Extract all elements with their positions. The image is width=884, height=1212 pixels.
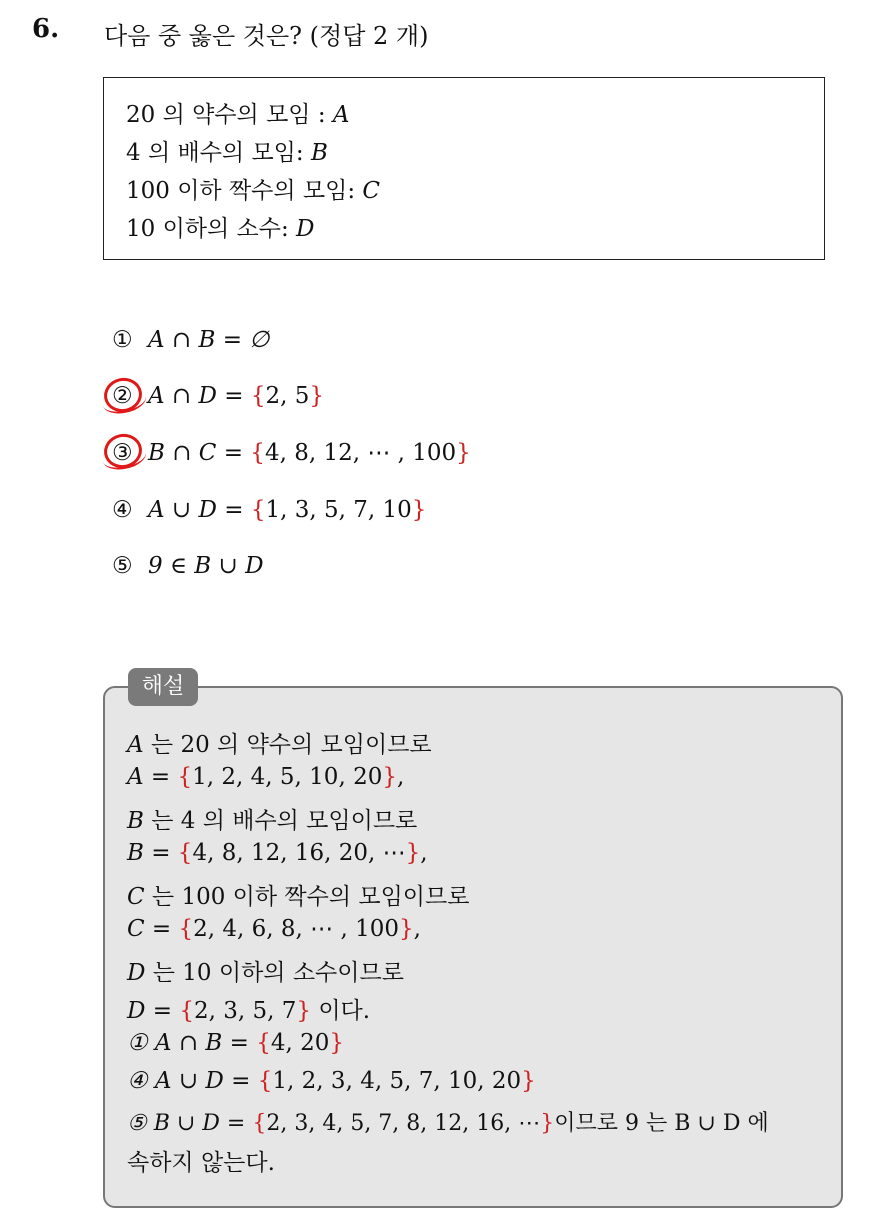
explanation-line-1-var: A [127, 732, 144, 758]
explanation-line-5-var: C [127, 884, 145, 910]
choice-5-number: ⑤ [112, 553, 133, 579]
explanation-line-9-close-brace: } [329, 1030, 345, 1056]
definition-c-var: C [362, 178, 381, 204]
explanation-line-3-text: 는 4 의 배수의 모임이므로 [143, 808, 418, 834]
explanation-line-2-tail: , [396, 764, 405, 790]
explanation-line-4 [127, 840, 428, 866]
choice-2[interactable] [112, 383, 324, 409]
choice-3-lhs: B ∩ C = [148, 440, 251, 466]
explanation-line-8-tail: 이다. [311, 998, 371, 1024]
choice-4-open-brace: { [250, 497, 266, 523]
explanation-line-2-open-brace: { [177, 764, 193, 790]
explanation-line-11-elements: 2, 3, 4, 5, 7, 8, 12, 16, ⋯ [266, 1111, 541, 1136]
definition-d-label: 10 이하의 소수: [126, 216, 297, 242]
question-text: 다음 중 옳은 것은? (정답 2 개) [104, 22, 429, 50]
explanation-line-8 [127, 992, 370, 1025]
choice-3[interactable] [112, 440, 471, 466]
explanation-line-7-var: D [127, 960, 146, 986]
choice-4-close-brace: } [411, 497, 427, 523]
choice-4-number: ④ [112, 497, 133, 523]
choice-1[interactable] [112, 327, 269, 353]
explanation-line-11 [127, 1106, 769, 1137]
explanation-line-8-lhs: D = [127, 998, 180, 1024]
explanation-line-1 [127, 726, 432, 759]
explanation-line-6-close-brace: } [399, 916, 414, 942]
explanation-line-6-open-brace: { [178, 916, 194, 942]
question-number: 6. [32, 14, 60, 44]
choice-2-open-brace: { [250, 383, 266, 409]
explanation-line-8-elements: 2, 3, 5, 7 [193, 998, 297, 1024]
explanation-line-11-open-brace: { [252, 1111, 267, 1136]
explanation-line-10-open-brace: { [257, 1068, 273, 1094]
definition-b [126, 134, 328, 167]
explanation-line-4-lhs: B = [127, 840, 178, 866]
explanation-tag: 해설 [128, 668, 198, 706]
choice-4-lhs: A ∪ D = [148, 497, 251, 523]
explanation-line-8-open-brace: { [179, 998, 194, 1024]
choice-5-expr: 9 ∈ B ∪ D [148, 553, 264, 579]
explanation-panel [103, 686, 843, 1208]
explanation-line-2 [127, 764, 404, 790]
explanation-line-5 [127, 878, 469, 911]
explanation-line-6-tail: , [413, 916, 421, 942]
choice-3-elements: 4, 8, 12, ⋯ , 100 [264, 440, 457, 466]
explanation-line-10-close-brace: } [521, 1068, 536, 1094]
explanation-line-10-elements: 1, 2, 3, 4, 5, 7, 10, 20 [272, 1068, 522, 1094]
definition-a [126, 96, 350, 129]
explanation-line-3 [127, 802, 417, 835]
explanation-line-11-tail: 이므로 9 는 B ∪ D 에 [554, 1111, 769, 1136]
definition-d-var: D [296, 216, 315, 242]
explanation-line-12 [127, 1144, 275, 1177]
explanation-line-12-text: 속하지 않는다. [127, 1150, 275, 1176]
explanation-line-11-lhs: ⑤ B ∪ D = [127, 1111, 253, 1136]
explanation-line-10 [127, 1068, 536, 1094]
explanation-line-5-text: 는 100 이하 짝수의 모임이므로 [144, 884, 470, 910]
explanation-line-6 [127, 916, 421, 942]
definition-d [126, 210, 315, 243]
definition-b-label: 4 의 배수의 모임: [126, 140, 311, 166]
definition-c-label: 100 이하 짝수의 모임: [126, 178, 363, 204]
choice-3-open-brace: { [250, 440, 265, 466]
choice-1-number: ① [112, 327, 133, 353]
explanation-line-9 [127, 1030, 344, 1056]
explanation-line-4-open-brace: { [177, 840, 193, 866]
explanation-line-3-var: B [127, 808, 144, 834]
choice-1-expr: A ∩ B = ∅ [148, 327, 270, 353]
definition-c [126, 172, 380, 205]
definition-box [103, 77, 825, 260]
explanation-line-6-elements: 2, 4, 6, 8, ⋯ , 100 [193, 916, 399, 942]
explanation-line-10-lhs: ④ A ∪ D = [127, 1068, 258, 1094]
explanation-line-9-lhs: ① A ∩ B = [127, 1030, 257, 1056]
explanation-line-4-close-brace: } [405, 840, 421, 866]
explanation-line-2-elements: 1, 2, 4, 5, 10, 20 [192, 764, 383, 790]
choice-3-close-brace: } [456, 440, 471, 466]
choice-4[interactable] [112, 497, 426, 523]
explanation-line-9-open-brace: { [256, 1030, 271, 1056]
explanation-line-4-tail: , [420, 840, 428, 866]
explanation-line-2-lhs: A = [127, 764, 178, 790]
definition-b-var: B [310, 140, 328, 166]
choice-2-close-brace: } [309, 383, 325, 409]
choice-2-elements: 2, 5 [265, 383, 310, 409]
choice-3-number: ③ [112, 440, 133, 466]
explanation-line-8-close-brace: } [296, 998, 312, 1024]
explanation-line-1-text: 는 20 의 약수의 모임이므로 [143, 732, 432, 758]
explanation-line-7 [127, 954, 404, 987]
choice-5[interactable] [112, 553, 264, 579]
choice-2-lhs: A ∩ D = [148, 383, 251, 409]
choice-4-elements: 1, 3, 5, 7, 10 [265, 497, 412, 523]
explanation-line-4-elements: 4, 8, 12, 16, 20, ⋯ [192, 840, 406, 866]
choice-2-number: ② [112, 383, 133, 409]
definition-a-var: A [332, 102, 350, 128]
explanation-line-11-close-brace: } [540, 1111, 555, 1136]
explanation-line-9-elements: 4, 20 [270, 1030, 330, 1056]
definition-a-label: 20 의 약수의 모임 : [126, 102, 333, 128]
explanation-line-6-lhs: C = [127, 916, 179, 942]
explanation-line-2-close-brace: } [382, 764, 397, 790]
explanation-line-7-text: 는 10 이하의 소수이므로 [145, 960, 404, 986]
